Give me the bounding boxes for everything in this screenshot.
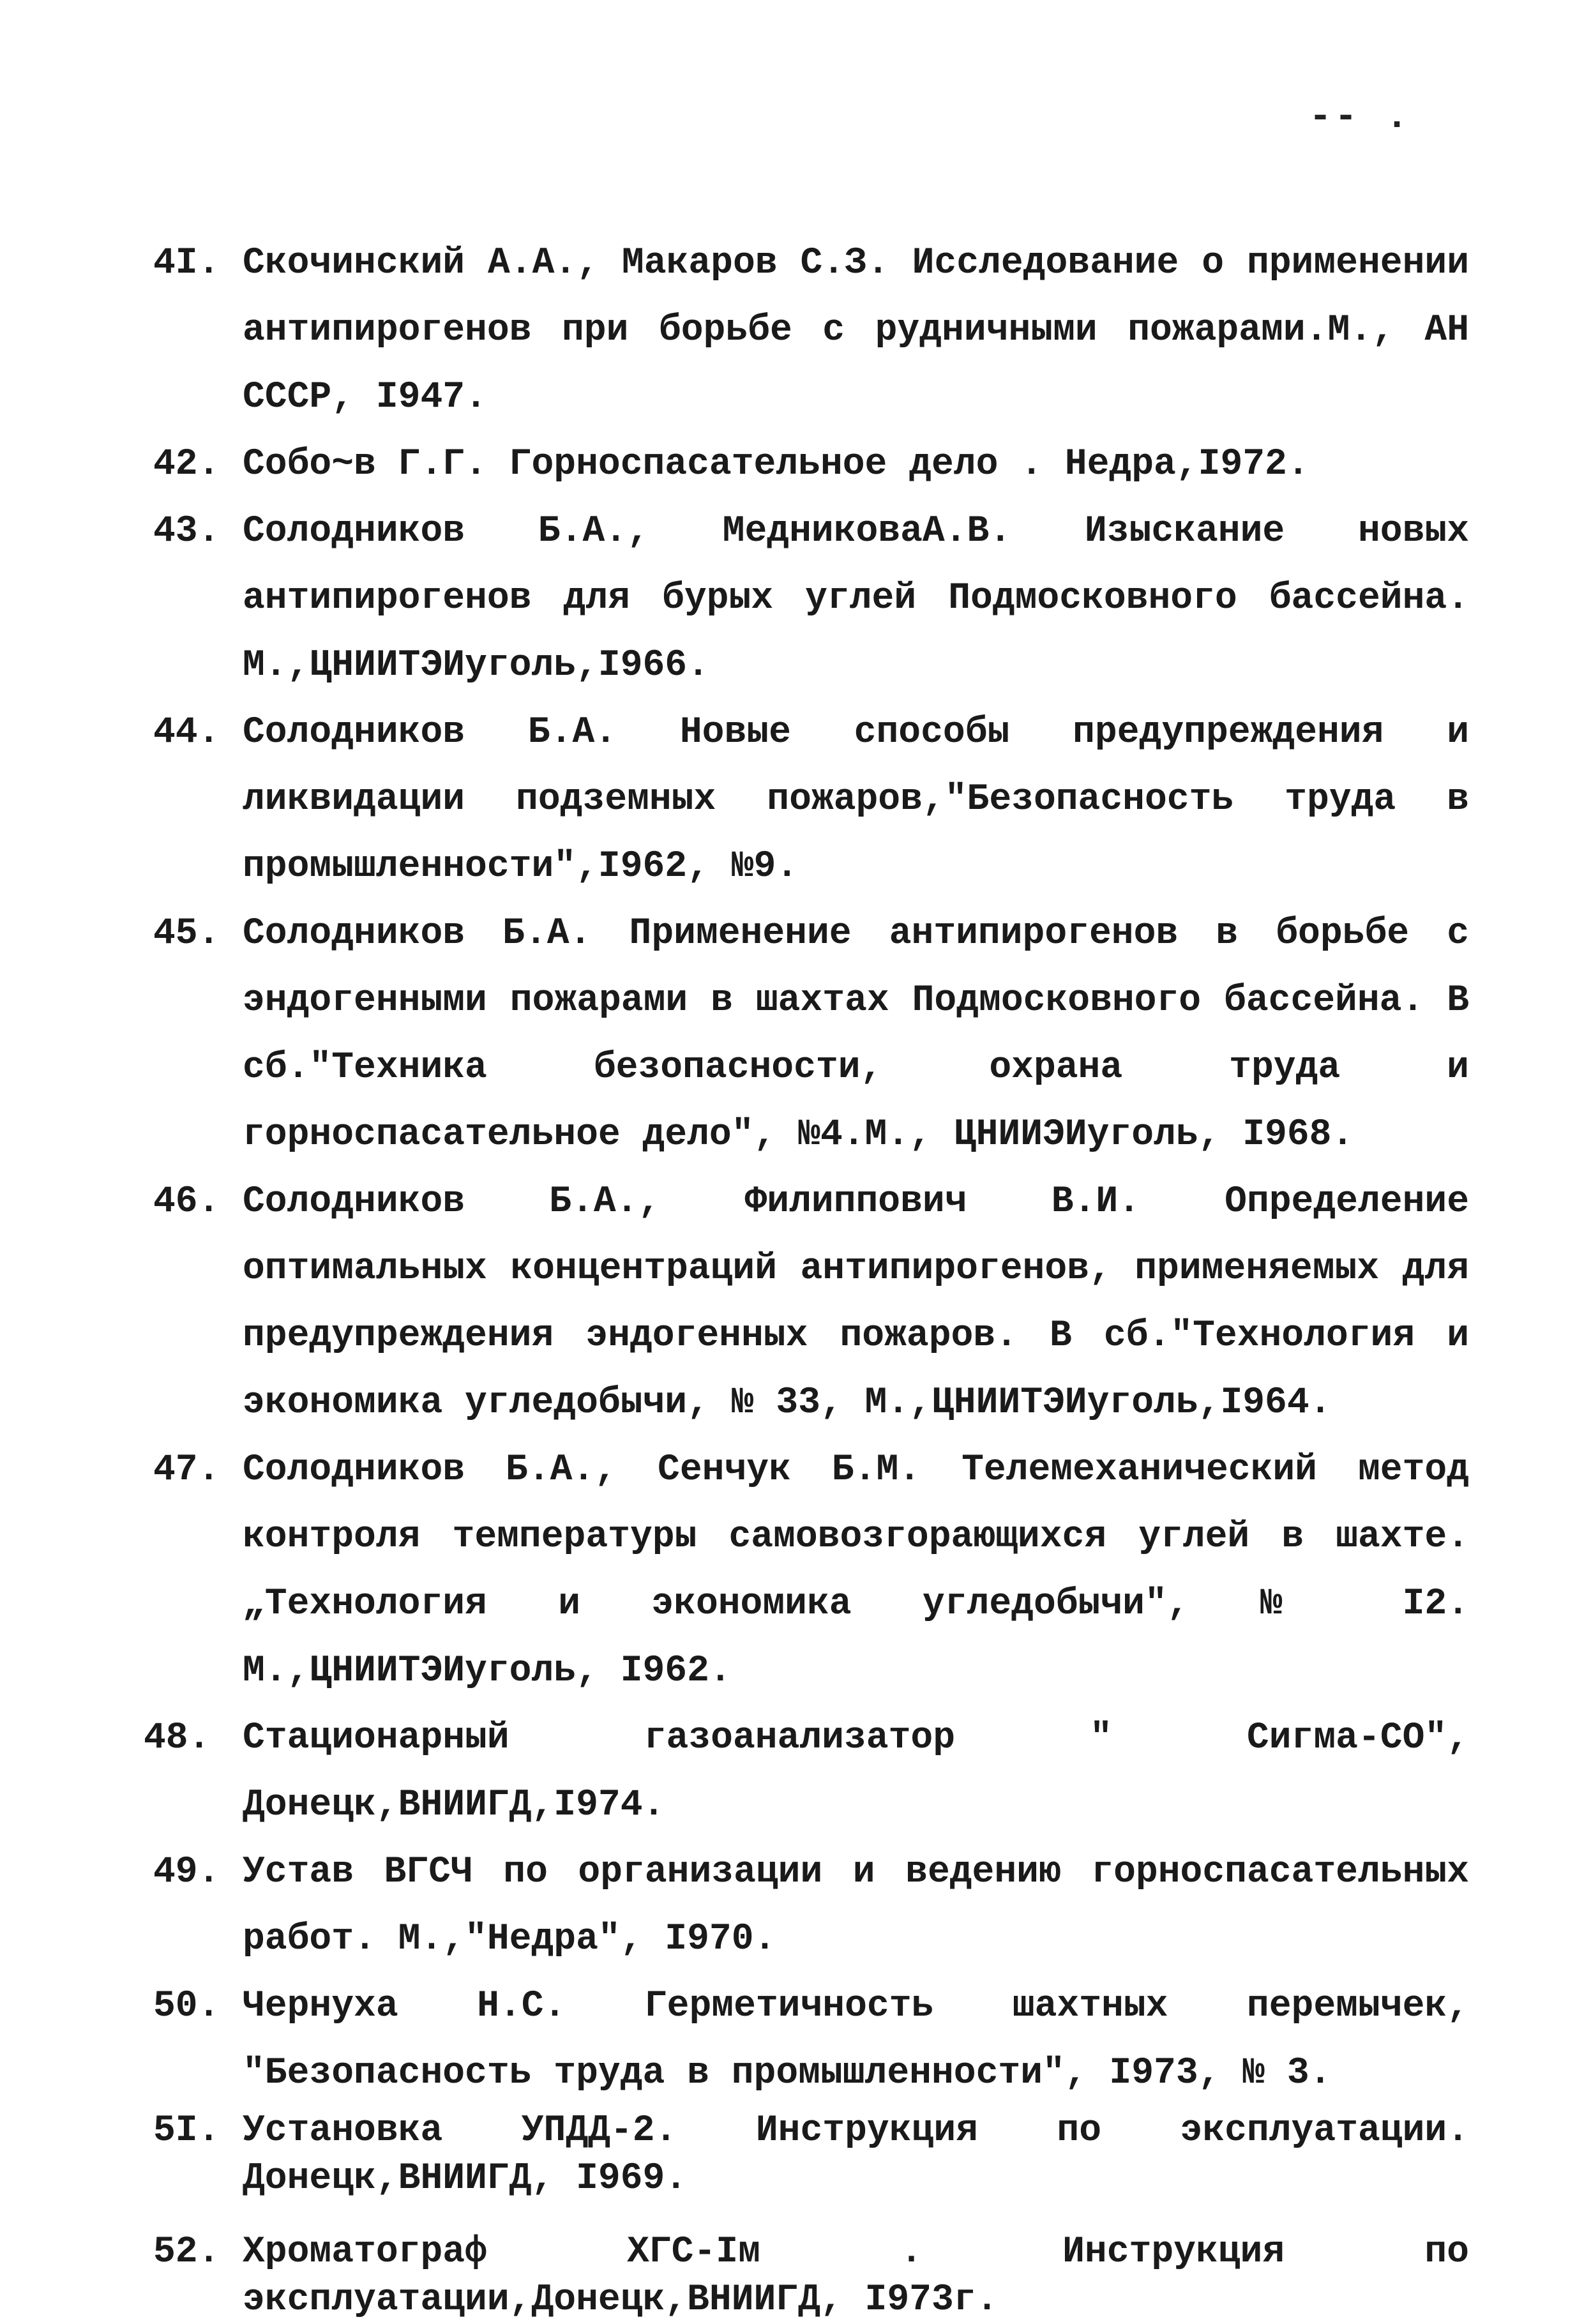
reference-list: [0, 230, 1584, 2324]
reference-number: 42.: [153, 444, 220, 485]
reference-number: 5I.: [153, 2110, 220, 2152]
reference-item: [0, 1437, 1584, 1705]
reference-number: 49.: [153, 1852, 220, 1893]
reference-number: 52.: [153, 2231, 220, 2273]
reference-number: 45.: [153, 913, 220, 954]
page-number-mark: -- .: [1309, 96, 1412, 139]
reference-item: [0, 1705, 1584, 1839]
reference-text: Солодников Б.А., МедниковаА.В. Изыскание новых антипирогенов для бурых углей Подмосковного бассейна. М.,ЦНИИТЭИуголь,I966.: [243, 511, 1469, 686]
reference-item: [0, 2107, 1584, 2203]
reference-text: Стационарный газоанализатор " Сигма-СО", Донецк,ВНИИГД,I974.: [243, 1717, 1469, 1826]
reference-item: [0, 498, 1584, 699]
reference-number: 47.: [153, 1449, 220, 1491]
reference-item: [0, 431, 1584, 498]
reference-text: Установка УПДД-2. Инструкция по эксплуатации. Донецк,ВНИИГД, I969.: [243, 2110, 1469, 2200]
reference-number: 4I.: [153, 243, 220, 284]
reference-text: Собо~в Г.Г. Горноспасательное дело . Недра,I972.: [243, 444, 1309, 485]
reference-number: 48.: [144, 1717, 211, 1759]
reference-text: Скочинский А.А., Макаров С.З. Исследование о применении антипирогенов при борьбе с рудничными пожарами.М., АН СССР, I947.: [243, 243, 1469, 418]
reference-text: Устав ВГСЧ по организации и ведению горноспасательных работ. М.,"Недра", I970.: [243, 1852, 1469, 1960]
reference-text: Солодников Б.А., Филиппович В.И. Определение оптимальных концентраций антипирогенов, применяемых для предупреждения эндогенных пожаров. В сб."Технология и экономика угледобычи, № 33, М.,ЦНИИТЭИуголь,I964.: [243, 1181, 1469, 1424]
reference-text: Солодников Б.А., Сенчук Б.М. Телемеханический метод контроля температуры самовозгорающихся углей в шахте.„Технология и экономика угледобычи", № I2. М.,ЦНИИТЭИуголь, I962.: [243, 1449, 1469, 1692]
reference-text: Хроматограф ХГС-Iм . Инструкция по эксплуатации,Донецк,ВНИИГД, I973г.: [243, 2231, 1469, 2321]
reference-item: [0, 1839, 1584, 1973]
reference-text: Солодников Б.А. Новые способы предупреждения и ликвидации подземных пожаров,"Безопасность труда в промышленности",I962, №9.: [243, 712, 1469, 887]
reference-item: [0, 230, 1584, 431]
reference-item: [0, 699, 1584, 900]
reference-number: 50.: [153, 1986, 220, 2027]
reference-number: 44.: [153, 712, 220, 753]
reference-item: [0, 1168, 1584, 1437]
reference-number: 46.: [153, 1181, 220, 1223]
reference-number: 43.: [153, 511, 220, 552]
reference-item: [0, 900, 1584, 1168]
reference-text: Солодников Б.А. Применение антипирогенов в борьбе с эндогенными пожарами в шахтах Подмосковного бассейна. В сб."Техника безопасности, охрана труда и горноспасательное дело", №4.М., ЦНИИЭИуголь, I968.: [243, 913, 1469, 1156]
reference-item: [0, 1973, 1584, 2107]
reference-text: Чернуха Н.С. Герметичность шахтных перемычек, "Безопасность труда в промышленности", I973, № 3.: [243, 1986, 1469, 2094]
reference-item: [0, 2228, 1584, 2324]
